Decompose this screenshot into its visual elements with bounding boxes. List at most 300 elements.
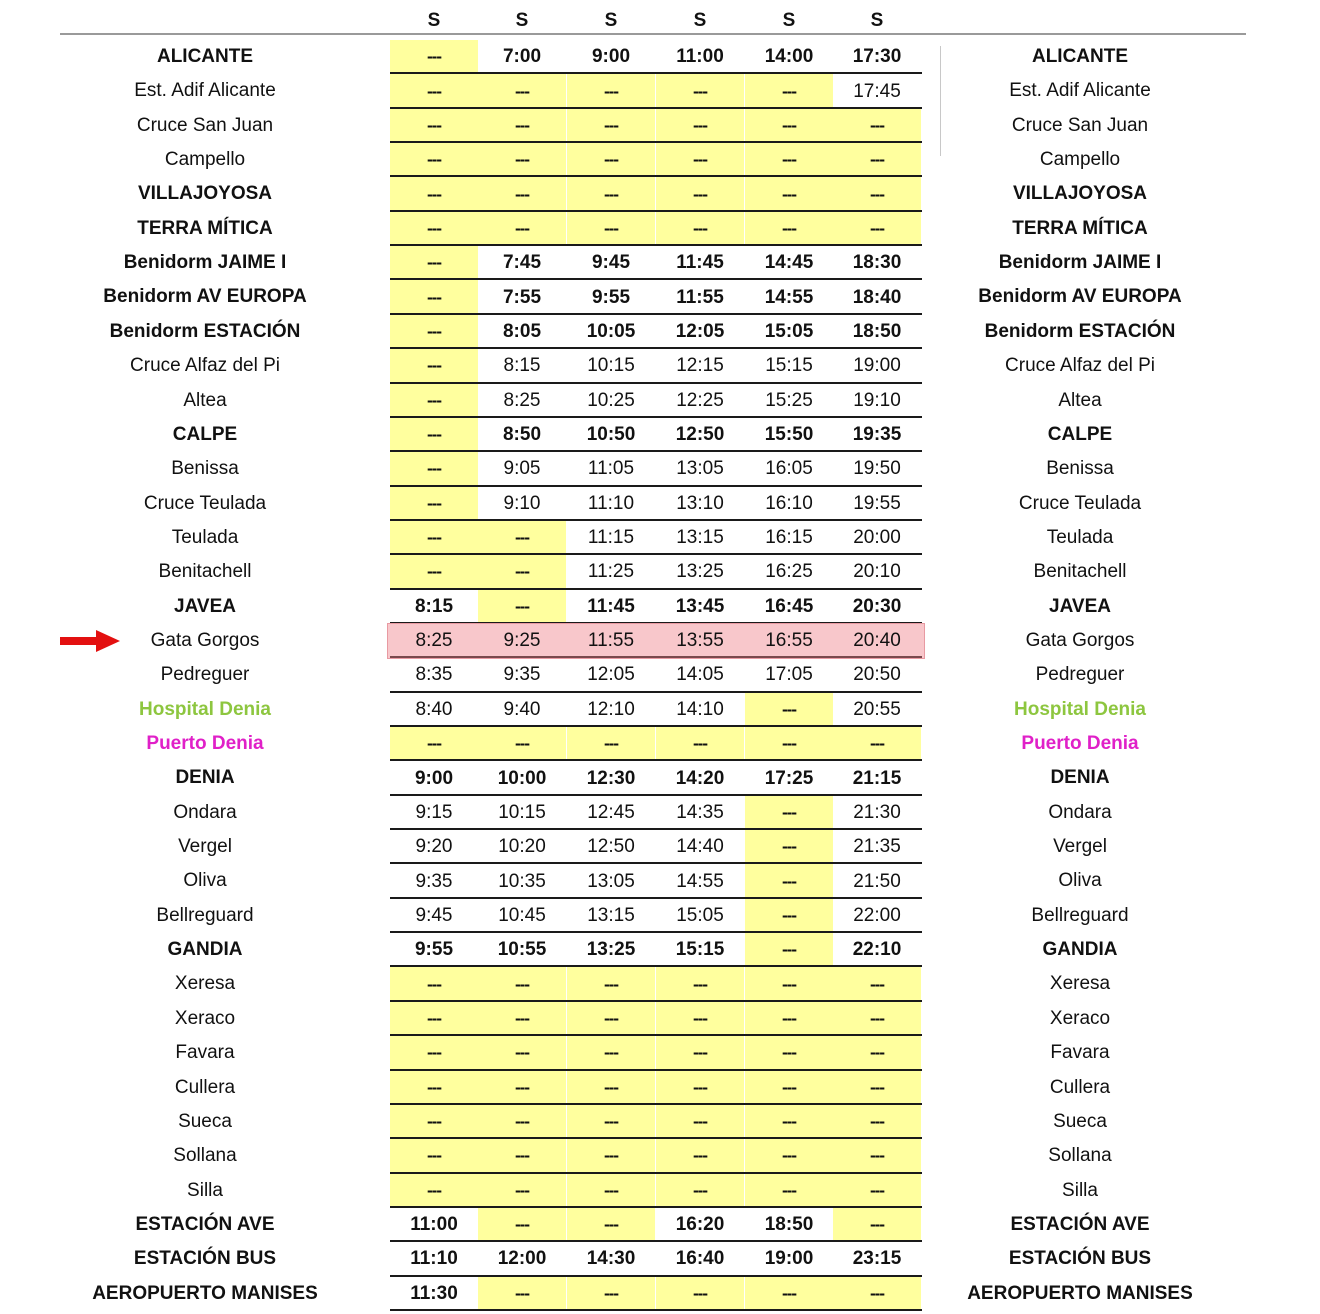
no-service-cell: --- [656, 1105, 744, 1139]
stop-name-left: Benidorm AV EUROPA [103, 286, 307, 308]
departure-time-cell: 9:00 [414, 767, 454, 789]
stop-name-left: Xeresa [174, 973, 236, 995]
no-service-cell: --- [833, 109, 921, 143]
stop-name-left: Silla [187, 1179, 223, 1201]
departure-time-cell: 12:00 [497, 1248, 547, 1270]
no-service-cell: --- [390, 1105, 478, 1139]
stop-name-right: Puerto Denia [1021, 733, 1139, 754]
departure-time-cell: 12:50 [675, 424, 725, 446]
departure-time-cell: 14:30 [586, 1248, 636, 1270]
departure-time-cell: 16:25 [765, 561, 813, 583]
departure-time-cell: 18:40 [852, 286, 902, 308]
no-service-cell: --- [656, 212, 744, 246]
stop-name-right: ALICANTE [1031, 46, 1129, 67]
departure-time-cell: 18:30 [852, 252, 902, 274]
departure-time-cell: 11:55 [587, 630, 635, 652]
departure-time-cell: 10:15 [587, 355, 635, 377]
no-service-cell: --- [478, 555, 566, 589]
no-service-cell: --- [390, 1036, 478, 1070]
stop-name-left: Cruce Teulada [143, 492, 267, 514]
departure-time-cell: 11:00 [676, 46, 724, 68]
no-service-cell: --- [833, 1174, 921, 1208]
no-service-cell: --- [833, 1139, 921, 1173]
departure-time-cell: 16:45 [764, 595, 814, 617]
departure-time-cell: 17:25 [764, 767, 814, 789]
departure-time-cell: 9:55 [591, 286, 631, 308]
stop-name-right: Benissa [1046, 458, 1114, 480]
no-service-cell: --- [745, 967, 833, 1001]
stop-name-right: Teulada [1046, 526, 1114, 548]
stop-name-left: ESTACIÓN AVE [135, 1213, 275, 1235]
departure-time-cell: 11:55 [676, 286, 724, 308]
no-service-cell: --- [656, 1174, 744, 1208]
departure-time-cell: 21:30 [853, 801, 901, 823]
departure-time-cell: 9:45 [415, 904, 453, 926]
departure-time-cell: 14:20 [675, 767, 725, 789]
stop-name-left: Bellreguard [156, 904, 254, 926]
stop-name-right: Xeresa [1049, 973, 1111, 995]
no-service-cell: --- [745, 212, 833, 246]
departure-time-cell: 11:10 [587, 492, 635, 514]
departure-time-cell: 12:25 [676, 389, 724, 411]
departure-time-cell: 20:40 [853, 630, 901, 652]
stop-name-right: Xeraco [1049, 1007, 1111, 1029]
no-service-cell: --- [745, 864, 833, 898]
departure-time-cell: 14:00 [764, 46, 814, 68]
stop-name-left: ESTACIÓN BUS [133, 1248, 277, 1270]
stop-name-right: Pedreguer [1035, 664, 1125, 686]
stop-name-right: Cruce Teulada [1018, 492, 1142, 514]
departure-time-cell: 14:35 [676, 801, 724, 823]
departure-time-cell: 7:45 [502, 252, 542, 274]
departure-time-cell: 15:05 [676, 904, 724, 926]
stop-name-right: Vergel [1053, 836, 1107, 858]
departure-time-cell: 16:05 [765, 458, 813, 480]
departure-time-cell: 14:40 [676, 836, 724, 858]
departure-time-cell: 13:10 [676, 492, 724, 514]
departure-time-cell: 10:15 [498, 801, 546, 823]
stop-name-right: Cullera [1049, 1076, 1111, 1098]
stop-name-right: Gata Gorgos [1025, 629, 1135, 651]
departure-time-cell: 8:15 [414, 595, 454, 617]
departure-time-cell: 10:45 [498, 904, 546, 926]
no-service-cell: --- [390, 727, 478, 761]
day-code-header: S [427, 10, 441, 31]
departure-time-cell: 14:55 [676, 870, 724, 892]
departure-time-cell: 13:25 [676, 561, 724, 583]
stop-name-left: TERRA MÍTICA [137, 217, 273, 239]
departure-time-cell: 12:45 [587, 801, 635, 823]
no-service-cell: --- [745, 143, 833, 177]
day-code-header: S [870, 10, 884, 31]
stop-name-right: AEROPUERTO MANISES [967, 1282, 1193, 1304]
stop-name-right: GANDIA [1042, 939, 1118, 961]
stop-name-right: Bellreguard [1031, 904, 1129, 926]
departure-time-cell: 23:15 [852, 1248, 902, 1270]
departure-time-cell: 8:40 [415, 698, 453, 720]
no-service-cell: --- [745, 1174, 833, 1208]
no-service-cell: --- [390, 487, 478, 521]
departure-time-cell: 21:50 [853, 870, 901, 892]
no-service-cell: --- [478, 143, 566, 177]
departure-time-cell: 8:25 [415, 630, 453, 652]
departure-time-cell: 21:35 [853, 836, 901, 858]
column-divider [940, 46, 941, 156]
departure-time-cell: 13:15 [587, 904, 635, 926]
departure-time-cell: 13:45 [675, 595, 725, 617]
departure-time-cell: 9:10 [503, 492, 541, 514]
no-service-cell: --- [656, 1277, 744, 1311]
no-service-cell: --- [833, 143, 921, 177]
stop-name-right: JAVEA [1049, 595, 1111, 617]
stop-name-left: Cruce San Juan [136, 114, 274, 136]
departure-time-cell: 10:05 [586, 320, 636, 342]
departure-time-cell: 14:05 [676, 664, 724, 686]
stop-name-left: Cullera [174, 1076, 236, 1098]
departure-time-cell: 19:00 [764, 1248, 814, 1270]
stop-name-left: Favara [175, 1042, 235, 1064]
stop-name-right: Favara [1050, 1042, 1110, 1064]
no-service-cell: --- [478, 1002, 566, 1036]
stop-name-left: Benissa [171, 458, 239, 480]
departure-time-cell: 19:50 [853, 458, 901, 480]
stop-name-left: Benidorm ESTACIÓN [109, 320, 301, 342]
stop-name-right: Silla [1062, 1179, 1098, 1201]
stop-name-right: Sueca [1053, 1110, 1107, 1132]
departure-time-cell: 20:50 [853, 664, 901, 686]
no-service-cell: --- [390, 74, 478, 108]
departure-time-cell: 14:45 [764, 252, 814, 274]
stop-name-left: AEROPUERTO MANISES [92, 1282, 318, 1304]
no-service-cell: --- [567, 967, 655, 1001]
no-service-cell: --- [567, 727, 655, 761]
departure-time-cell: 10:25 [587, 389, 635, 411]
departure-time-cell: 15:25 [765, 389, 813, 411]
stop-name-left: Cruce Alfaz del Pi [130, 355, 280, 377]
stop-name-right: DENIA [1050, 767, 1110, 789]
no-service-cell: --- [390, 1174, 478, 1208]
no-service-cell: --- [478, 521, 566, 555]
stop-name-right: Benidorm AV EUROPA [978, 286, 1182, 308]
no-service-cell: --- [745, 899, 833, 933]
no-service-cell: --- [745, 1002, 833, 1036]
no-service-cell: --- [745, 796, 833, 830]
no-service-cell: --- [478, 1036, 566, 1070]
no-service-cell: --- [833, 1208, 921, 1242]
no-service-cell: --- [390, 109, 478, 143]
no-service-cell: --- [478, 109, 566, 143]
departure-time-cell: 13:25 [586, 939, 636, 961]
stop-name-left: Est. Adif Alicante [134, 80, 276, 102]
no-service-cell: --- [833, 1002, 921, 1036]
no-service-cell: --- [567, 1174, 655, 1208]
departure-time-cell: 18:50 [764, 1214, 814, 1236]
day-code-header: S [604, 10, 618, 31]
no-service-cell: --- [478, 727, 566, 761]
no-service-cell: --- [567, 1105, 655, 1139]
departure-time-cell: 9:25 [503, 630, 541, 652]
departure-time-cell: 10:20 [498, 836, 546, 858]
stop-name-left: Sollana [173, 1145, 237, 1167]
no-service-cell: --- [567, 1071, 655, 1105]
no-service-cell: --- [567, 1277, 655, 1311]
departure-time-cell: 9:05 [503, 458, 541, 480]
departure-time-cell: 12:15 [676, 355, 724, 377]
departure-time-cell: 22:10 [852, 939, 902, 961]
departure-time-cell: 7:55 [502, 286, 542, 308]
departure-time-cell: 9:55 [414, 939, 454, 961]
no-service-cell: --- [567, 1139, 655, 1173]
no-service-cell: --- [390, 40, 478, 74]
stop-name-left: Vergel [178, 836, 232, 858]
departure-time-cell: 8:35 [415, 664, 453, 686]
no-service-cell: --- [478, 1208, 566, 1242]
departure-time-cell: 15:05 [764, 320, 814, 342]
no-service-cell: --- [745, 1036, 833, 1070]
departure-time-cell: 11:45 [587, 595, 635, 617]
departure-time-cell: 21:15 [852, 767, 902, 789]
stop-name-left: ALICANTE [156, 46, 254, 67]
no-service-cell: --- [656, 727, 744, 761]
no-service-cell: --- [390, 1002, 478, 1036]
stop-name-right: ESTACIÓN AVE [1010, 1213, 1150, 1235]
departure-time-cell: 9:00 [591, 46, 631, 68]
no-service-cell: --- [656, 1036, 744, 1070]
no-service-cell: --- [745, 109, 833, 143]
departure-time-cell: 19:10 [853, 389, 901, 411]
no-service-cell: --- [478, 1139, 566, 1173]
no-service-cell: --- [833, 1071, 921, 1105]
day-code-header: S [693, 10, 707, 31]
departure-time-cell: 7:00 [502, 46, 542, 68]
stop-name-left: Oliva [183, 870, 227, 892]
no-service-cell: --- [745, 1277, 833, 1311]
departure-time-cell: 20:00 [853, 527, 901, 549]
no-service-cell: --- [833, 177, 921, 211]
no-service-cell: --- [478, 1277, 566, 1311]
no-service-cell: --- [656, 143, 744, 177]
departure-time-cell: 16:15 [765, 527, 813, 549]
stop-name-right: Est. Adif Alicante [1009, 80, 1151, 102]
departure-time-cell: 12:05 [587, 664, 635, 686]
no-service-cell: --- [390, 418, 478, 452]
departure-time-cell: 16:55 [765, 630, 813, 652]
no-service-cell: --- [390, 521, 478, 555]
departure-time-cell: 12:30 [586, 767, 636, 789]
stop-name-right: Campello [1039, 149, 1121, 171]
departure-time-cell: 20:10 [853, 561, 901, 583]
no-service-cell: --- [745, 1071, 833, 1105]
no-service-cell: --- [567, 74, 655, 108]
no-service-cell: --- [745, 1105, 833, 1139]
departure-time-cell: 10:00 [497, 767, 547, 789]
no-service-cell: --- [478, 1105, 566, 1139]
no-service-cell: --- [567, 177, 655, 211]
no-service-cell: --- [745, 727, 833, 761]
departure-time-cell: 8:50 [502, 424, 542, 446]
departure-time-cell: 9:20 [415, 836, 453, 858]
no-service-cell: --- [478, 590, 566, 624]
stop-name-left: Sueca [178, 1110, 232, 1132]
no-service-cell: --- [745, 1139, 833, 1173]
no-service-cell: --- [656, 1071, 744, 1105]
no-service-cell: --- [833, 967, 921, 1001]
no-service-cell: --- [567, 109, 655, 143]
departure-time-cell: 10:35 [498, 870, 546, 892]
departure-time-cell: 17:30 [852, 46, 902, 68]
departure-time-cell: 11:45 [676, 252, 724, 274]
no-service-cell: --- [567, 1208, 655, 1242]
no-service-cell: --- [656, 177, 744, 211]
no-service-cell: --- [745, 933, 833, 967]
departure-time-cell: 19:00 [853, 355, 901, 377]
departure-time-cell: 10:55 [497, 939, 547, 961]
no-service-cell: --- [745, 177, 833, 211]
departure-time-cell: 10:50 [586, 424, 636, 446]
stop-name-right: Hospital Denia [1014, 698, 1146, 720]
departure-time-cell: 16:20 [675, 1214, 725, 1236]
stop-name-right: Cruce San Juan [1011, 114, 1149, 136]
departure-time-cell: 13:55 [676, 630, 724, 652]
stop-name-right: Benitachell [1033, 561, 1127, 583]
departure-time-cell: 22:00 [853, 904, 901, 926]
no-service-cell: --- [656, 109, 744, 143]
no-service-cell: --- [390, 1139, 478, 1173]
departure-time-cell: 19:55 [853, 492, 901, 514]
departure-time-cell: 16:10 [765, 492, 813, 514]
no-service-cell: --- [656, 967, 744, 1001]
departure-time-cell: 9:15 [415, 801, 453, 823]
departure-time-cell: 11:10 [410, 1248, 458, 1270]
no-service-cell: --- [567, 212, 655, 246]
departure-time-cell: 8:05 [502, 320, 542, 342]
departure-time-cell: 8:25 [503, 389, 541, 411]
no-service-cell: --- [833, 727, 921, 761]
stop-name-left: Xeraco [174, 1007, 236, 1029]
departure-time-cell: 15:15 [675, 939, 725, 961]
no-service-cell: --- [478, 1071, 566, 1105]
departure-time-cell: 9:35 [503, 664, 541, 686]
no-service-cell: --- [833, 1105, 921, 1139]
no-service-cell: --- [390, 1071, 478, 1105]
departure-time-cell: 17:45 [853, 80, 901, 102]
no-service-cell: --- [833, 1277, 921, 1311]
stop-name-right: TERRA MÍTICA [1012, 217, 1148, 239]
departure-time-cell: 12:10 [587, 698, 635, 720]
departure-time-cell: 16:40 [675, 1248, 725, 1270]
stop-name-left: Benidorm JAIME I [123, 252, 287, 274]
no-service-cell: --- [390, 555, 478, 589]
no-service-cell: --- [390, 246, 478, 280]
stop-name-right: Altea [1058, 389, 1102, 411]
stop-name-left: GANDIA [167, 939, 243, 961]
departure-time-cell: 14:55 [764, 286, 814, 308]
stop-name-left: Puerto Denia [146, 733, 264, 754]
stop-name-right: CALPE [1047, 423, 1113, 445]
no-service-cell: --- [567, 143, 655, 177]
departure-time-cell: 15:50 [764, 424, 814, 446]
no-service-cell: --- [390, 143, 478, 177]
no-service-cell: --- [390, 384, 478, 418]
no-service-cell: --- [390, 967, 478, 1001]
no-service-cell: --- [478, 74, 566, 108]
departure-time-cell: 13:05 [676, 458, 724, 480]
no-service-cell: --- [478, 967, 566, 1001]
no-service-cell: --- [745, 74, 833, 108]
no-service-cell: --- [833, 212, 921, 246]
no-service-cell: --- [478, 177, 566, 211]
stop-name-left: Altea [183, 389, 227, 411]
stop-name-left: Benitachell [158, 561, 252, 583]
stop-name-left: CALPE [172, 423, 238, 445]
departure-time-cell: 13:05 [587, 870, 635, 892]
departure-time-cell: 12:05 [675, 320, 725, 342]
departure-time-cell: 15:15 [765, 355, 813, 377]
stop-name-left: Ondara [173, 801, 237, 823]
no-service-cell: --- [745, 693, 833, 727]
no-service-cell: --- [390, 452, 478, 486]
departure-time-cell: 18:50 [852, 320, 902, 342]
no-service-cell: --- [390, 212, 478, 246]
departure-time-cell: 11:05 [587, 458, 635, 480]
stop-name-right: VILLAJOYOSA [1012, 183, 1148, 205]
stop-name-left: Hospital Denia [139, 698, 271, 720]
day-code-header: S [782, 10, 796, 31]
no-service-cell: --- [390, 177, 478, 211]
no-service-cell: --- [478, 1174, 566, 1208]
no-service-cell: --- [656, 1002, 744, 1036]
no-service-cell: --- [833, 1036, 921, 1070]
departure-time-cell: 9:45 [591, 252, 631, 274]
no-service-cell: --- [390, 280, 478, 314]
departure-time-cell: 11:25 [587, 561, 635, 583]
no-service-cell: --- [478, 212, 566, 246]
stop-name-right: Sollana [1048, 1145, 1112, 1167]
no-service-cell: --- [390, 315, 478, 349]
no-service-cell: --- [745, 830, 833, 864]
departure-time-cell: 8:15 [503, 355, 541, 377]
departure-time-cell: 19:35 [852, 424, 902, 446]
no-service-cell: --- [656, 74, 744, 108]
departure-time-cell: 14:10 [676, 698, 724, 720]
stop-name-right: Benidorm ESTACIÓN [984, 320, 1176, 342]
departure-time-cell: 11:15 [587, 527, 635, 549]
departure-time-cell: 9:35 [415, 870, 453, 892]
no-service-cell: --- [567, 1036, 655, 1070]
day-code-header: S [515, 10, 529, 31]
stop-name-left: DENIA [175, 767, 235, 789]
stop-name-left: Pedreguer [160, 664, 250, 686]
stop-name-right: Benidorm JAIME I [998, 252, 1162, 274]
departure-time-cell: 9:40 [503, 698, 541, 720]
stop-name-left: JAVEA [174, 595, 236, 617]
no-service-cell: --- [567, 1002, 655, 1036]
departure-time-cell: 11:30 [410, 1282, 458, 1304]
stop-name-left: Gata Gorgos [150, 629, 260, 651]
no-service-cell: --- [656, 1139, 744, 1173]
departure-time-cell: 11:00 [410, 1214, 458, 1236]
no-service-cell: --- [390, 349, 478, 383]
departure-time-cell: 20:55 [853, 698, 901, 720]
stop-name-left: Campello [164, 149, 246, 171]
stop-name-right: ESTACIÓN BUS [1008, 1248, 1152, 1270]
stop-name-right: Oliva [1058, 870, 1102, 892]
departure-time-cell: 20:30 [852, 595, 902, 617]
departure-time-cell: 17:05 [765, 664, 813, 686]
departure-time-cell: 13:15 [676, 527, 724, 549]
stop-name-left: Teulada [171, 526, 239, 548]
stop-name-right: Cruce Alfaz del Pi [1005, 355, 1155, 377]
